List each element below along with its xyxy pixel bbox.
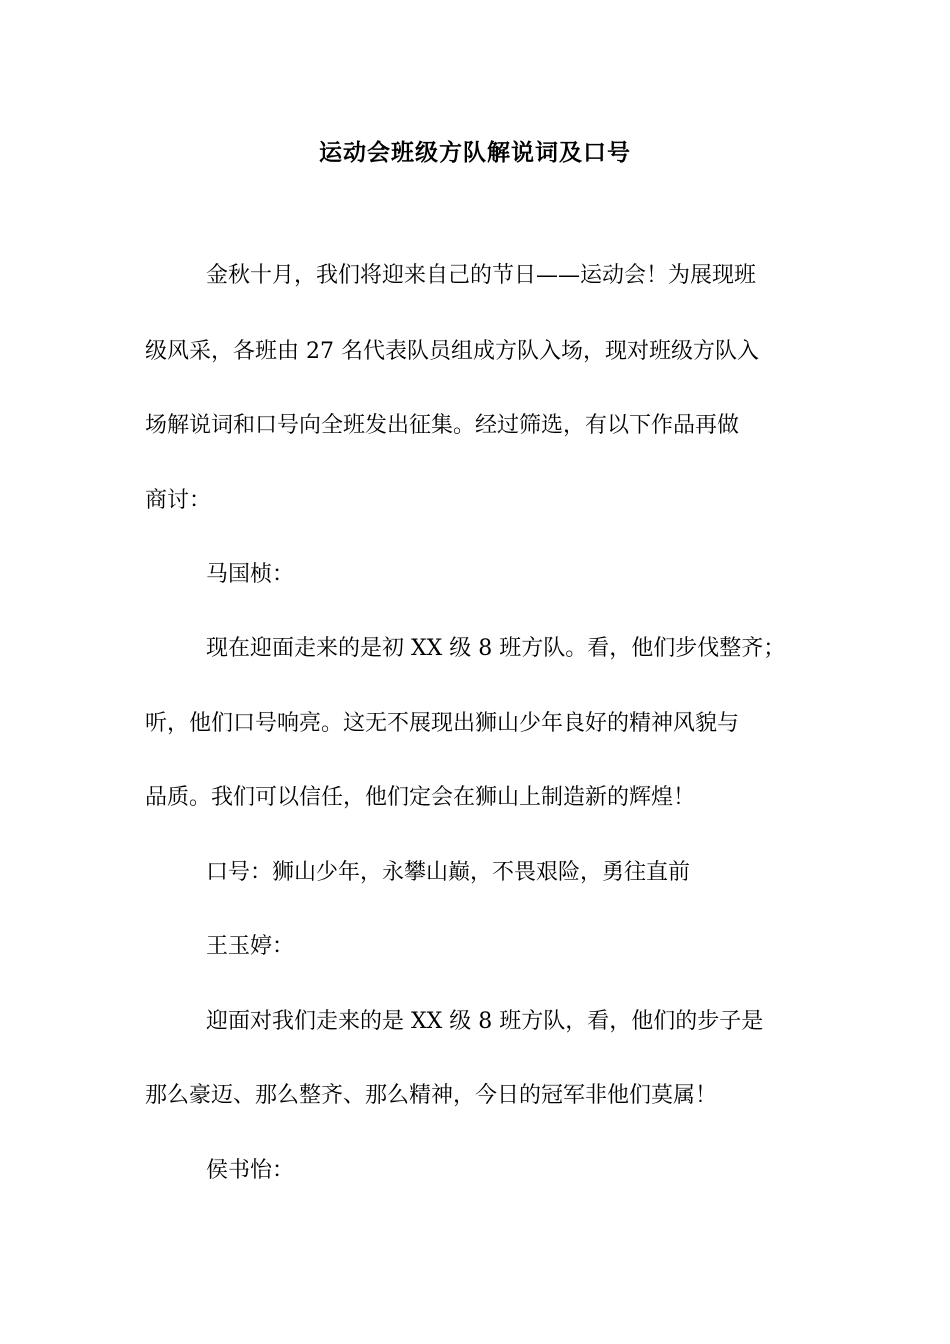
- document-title: 运动会班级方队解说词及口号: [319, 139, 631, 166]
- speaker-name: 马国桢：: [206, 562, 295, 587]
- paragraph-line: 品质。我们可以信任，他们定会在狮山上制造新的辉煌！: [145, 785, 696, 810]
- slogan-line: 口号：狮山少年，永攀山巅，不畏艰险，勇往直前: [206, 860, 691, 885]
- speaker-name: 王玉婷：: [206, 934, 295, 959]
- speaker-name: 侯书怡：: [206, 1158, 295, 1183]
- paragraph-line: 商讨：: [145, 488, 212, 513]
- paragraph-line: 现在迎面走来的是初 XX 级 8 班方队。看，他们步伐整齐；: [206, 636, 786, 661]
- paragraph-line: 场解说词和口号向全班发出征集。经过筛选，有以下作品再做: [145, 413, 740, 438]
- paragraph-line: 听，他们口号响亮。这无不展现出狮山少年良好的精神风貌与: [145, 711, 740, 736]
- paragraph-line: 金秋十月，我们将迎来自己的节日——运动会！为展现班: [206, 263, 757, 288]
- paragraph-line: 级风采，各班由 27 名代表队员组成方队入场，现对班级方队入: [145, 339, 759, 364]
- paragraph-line: 那么豪迈、那么整齐、那么精神，今日的冠军非他们莫属！: [145, 1083, 718, 1108]
- paragraph-line: 迎面对我们走来的是 XX 级 8 班方队，看，他们的步子是: [206, 1009, 764, 1034]
